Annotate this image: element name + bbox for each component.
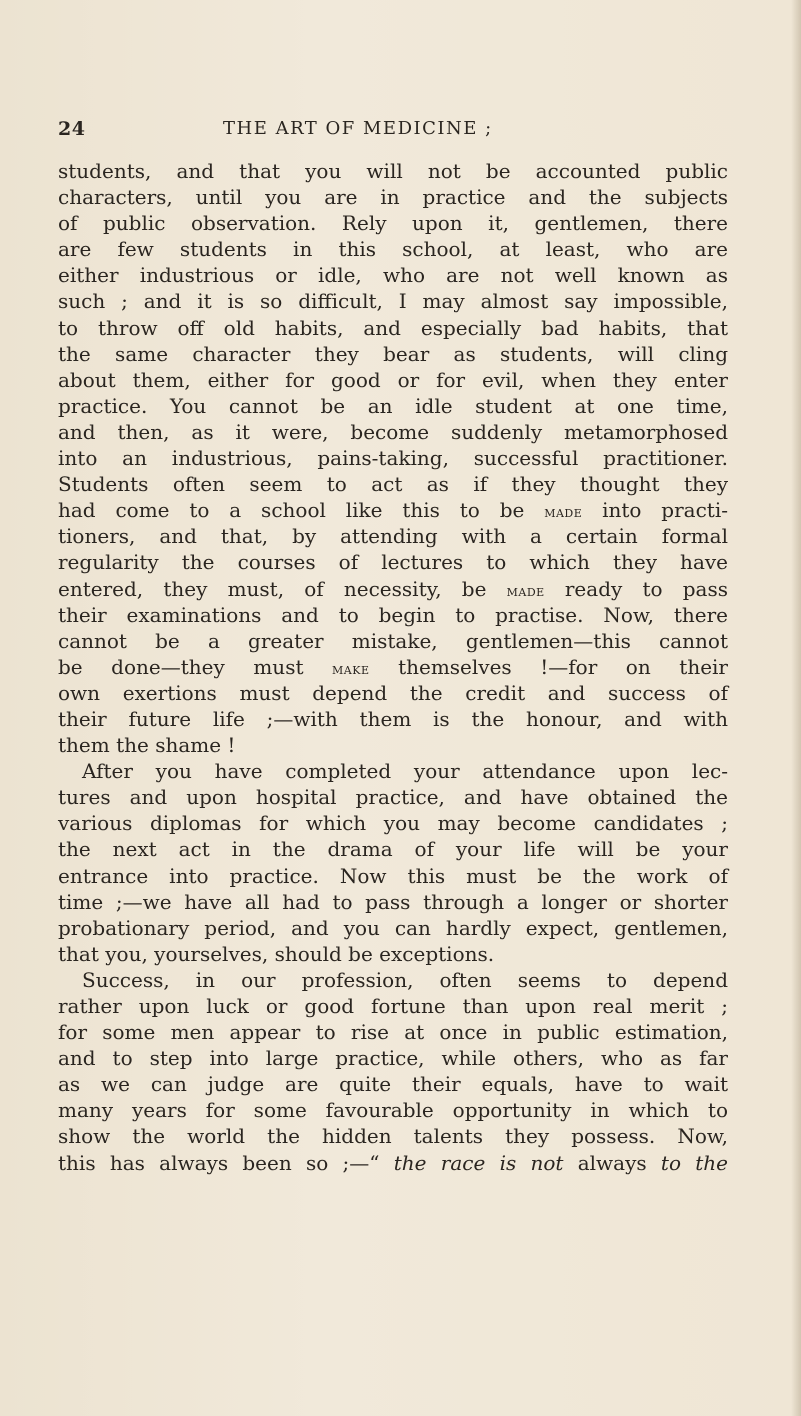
text-line: such ; and it is so difficult, I may almost say impossible, [58, 289, 728, 314]
text-line: and then, as it were, become suddenly metamorphosed [58, 419, 728, 444]
text-line: them the shame ! [58, 733, 236, 758]
page-number: 24 [58, 118, 86, 140]
small-caps-emphasis: made [544, 502, 583, 522]
text-line: the same character they bear as students, will cling [58, 341, 728, 366]
text-line: After you have completed your attendance upon lec- [82, 759, 728, 784]
italic-quote: the race is not [393, 1150, 564, 1175]
text-line: various diplomas for which you may become candidates ; [58, 811, 728, 836]
text-line: as we can judge are quite their equals, have to wait [58, 1072, 728, 1097]
text-line: tures and upon hospital practice, and have obtained the [58, 785, 728, 810]
italic-quote: to the [660, 1150, 728, 1175]
text-line: characters, until you are in practice and the subjects [58, 185, 728, 210]
text-line: had come to a school like this to be made into practi- [58, 498, 728, 523]
text-line: their examinations and to begin to practise. Now, there [58, 602, 728, 627]
text-line: entrance into practice. Now this must be the work of [58, 863, 728, 888]
text-line: this has always been so ;—“ the race is not always to the [58, 1150, 728, 1175]
text-line: either industrious or idle, who are not well known as [58, 263, 728, 288]
text-line: regularity the courses of lectures to which they have [58, 550, 728, 575]
text-line: show the world the hidden talents they possess. Now, [58, 1124, 728, 1149]
text-line: about them, either for good or for evil, when they enter [58, 367, 728, 392]
text-line: Success, in our profession, often seems to depend [82, 967, 728, 992]
text-line: the next act in the drama of your life will be your [58, 837, 728, 862]
text-line: practice. You cannot be an idle student at one time, [58, 393, 728, 418]
text-line: into an industrious, pains-taking, successful practitioner. [58, 446, 728, 471]
page-edge-shadow [791, 0, 801, 1416]
small-caps-emphasis: made [506, 580, 545, 600]
text-line: tioners, and that, by attending with a certain formal [58, 524, 728, 549]
body-text [58, 158, 728, 1176]
text-line: time ;—we have all had to pass through a longer or shorter [58, 889, 728, 914]
text-line: own exertions must depend the credit and success of [58, 680, 728, 705]
text-line: of public observation. Rely upon it, gentlemen, there [58, 211, 728, 236]
text-line: students, and that you will not be accounted public [58, 159, 728, 183]
text-line: entered, they must, of necessity, be made ready to pass [58, 576, 728, 601]
text-line: that you, yourselves, should be exceptions. [58, 941, 495, 966]
text-line: probationary period, and you can hardly expect, gentlemen, [58, 915, 728, 940]
text-line: Students often seem to act as if they thought they [58, 472, 728, 497]
text-line: be done—they must make themselves !—for on their [58, 654, 728, 679]
text-line: rather upon luck or good fortune than upon real merit ; [58, 994, 728, 1018]
page-header [58, 118, 718, 148]
text-line: cannot be a greater mistake, gentlemen—this cannot [58, 628, 728, 653]
running-head: THE ART OF MEDICINE ; [223, 118, 493, 139]
text-line: for some men appear to rise at once in public estimation, [58, 1020, 728, 1045]
text-line: to throw off old habits, and especially bad habits, that [58, 315, 728, 340]
text-line: their future life ;—with them is the honour, and with [58, 706, 728, 731]
text-line: many years for some favourable opportunity in which to [58, 1098, 728, 1123]
text-line: and to step into large practice, while others, who as far [58, 1046, 728, 1071]
text-line: are few students in this school, at least, who are [58, 237, 728, 262]
small-caps-emphasis: make [332, 658, 370, 678]
